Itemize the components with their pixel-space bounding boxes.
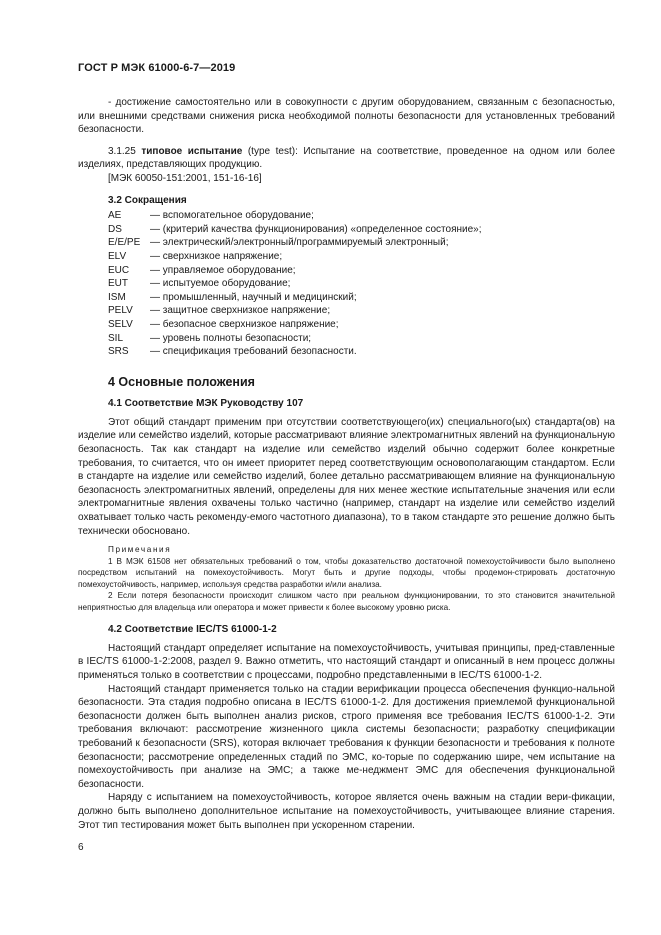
section-4-title: 4 Основные положения: [108, 374, 255, 389]
abbreviation-item: [108, 332, 615, 346]
abbreviation-definition: — защитное сверхнизкое напряжение;: [150, 305, 331, 317]
abbreviation-definition: — управляемое оборудование;: [150, 264, 296, 276]
abbreviation-code: ISM: [108, 291, 126, 303]
abbreviation-item: [108, 236, 615, 250]
abbreviation-code: DS: [108, 223, 122, 235]
section-4-2-paragraph-2: Настоящий стандарт применяется только на стадии верификации процесса обеспечения функцио-нальной безопасности. Эта стадия подробно описана в IEC/TS 61000-1-2. Для достижения приемлемой функциональной безопасности должен быть выполнен анализ рисков, строго применяя все требования IEC/TS 61000-1-2. Эти требования включают: рассмотрение жизненного цикла системы безопасности; разработку спецификации требований к безопасности (SRS), которая включает требования к функции безопасности и требования к полноте безопасности; рассмотрение определенных стадий по ЭМС, ко-торые по содержанию шире, чем испытание на помехоустойчивость при анализе на ЭМС; а также ме-неджмент ЭМС для обеспечения функциональной безопасности.: [78, 683, 615, 790]
abbreviation-definition: — промышленный, научный и медицинский;: [150, 291, 357, 303]
abbreviation-code: SRS: [108, 346, 129, 358]
abbreviation-definition: — безопасное сверхнизкое напряжение;: [150, 318, 339, 330]
definition-3-1-25: [78, 145, 615, 172]
page-number: 6: [78, 842, 84, 853]
section-4-2-paragraph-1: Настоящий стандарт определяет испытание на помехоустойчивость, учитывая принципы, пред-ставленные в IEC/TS 61000-1-2:2008, раздел 9. Важно отметить, что настоящий стандарт и описанный в нем процесс должны применяться только в соответствии с процессами, подробно представленными в IEC/TS 61000-1-2.: [78, 642, 615, 681]
abbreviation-item: [108, 250, 615, 264]
abbreviation-item: [108, 318, 615, 332]
abbreviation-code: EUT: [108, 278, 128, 290]
page-content: [78, 96, 615, 832]
abbreviation-item: [108, 277, 615, 291]
abbreviation-code: AE: [108, 210, 122, 222]
abbreviations-list: [108, 209, 615, 359]
definition-reference: [МЭК 60050-151:2001, 151-16-16]: [108, 172, 262, 184]
definition-number: 3.1.25: [108, 145, 136, 157]
section-4-1-paragraph: Этот общий стандарт применим при отсутствии соответствующего(их) специального(ых) стандарта(ов) на изделие или семейство изделий, которые рассматривают влияние электромагнитных явлений на функциональную безопасность. Так как стандарт на изделие или семейство изделий обычно содержит более конкретные требования, то считается, что он имеет приоритет перед соответствующим основополагающим стандартом. Если в стандарте на изделие или семейство изделий, более детально рассматривающем влияние на функциональную безопасность электромагнитных явлений, определены для них менее жесткие испытательные значения или если электромагнитные явления охвачены только частично (например, стандарт на изделие или семейство изделий охватывает только часть рекоменду-емого частотного диапазона), то в таком стандарте это решение должно быть технически обосновано.: [78, 416, 615, 537]
definition-text: (type test): Испытание на соответствие, проведенное на одном или более изделиях, представляющих продукцию.: [78, 145, 616, 171]
abbreviation-code: SIL: [108, 332, 124, 344]
definition-term: типовое испытание: [141, 145, 243, 157]
abbreviation-definition: — сверхнизкое напряжение;: [150, 250, 283, 262]
abbreviation-definition: — спецификация требований безопасности.: [150, 346, 357, 358]
abbreviation-code: ELV: [108, 250, 127, 262]
note-2: 2 Если потеря безопасности происходит слишком часто при реальном функционировании, то это становится значительной неприятностью для владельца или оператора и может привести к более высокому уровню риска.: [78, 591, 615, 612]
abbreviation-item: [108, 264, 615, 278]
abbreviation-item: [108, 291, 615, 305]
abbreviations-title: 3.2 Сокращения: [108, 194, 187, 206]
abbreviation-definition: — уровень полноты безопасности;: [150, 332, 312, 344]
abbreviation-definition: — электрический/электронный/программируемый электронный;: [150, 237, 449, 249]
abbreviation-code: E/E/PE: [108, 237, 141, 249]
intro-paragraph: - достижение самостоятельно или в совокупности с другим оборудованием, связанным с безопасностью, или внешними средствами снижения риска необходимой полноты безопасности для установленных требований безопасности.: [78, 97, 615, 136]
section-4-1-title: 4.1 Соответствие МЭК Руководству 107: [108, 398, 304, 410]
abbreviation-item: [108, 223, 615, 237]
abbreviation-item: [108, 304, 615, 318]
abbreviation-definition: — вспомогательное оборудование;: [150, 210, 314, 222]
note-1: 1 В МЭК 61508 нет обязательных требований о том, чтобы доказательство достаточной помехоустойчивости было выполнено посредством испытаний на помехоустойчивость. Могут быть и другие подходы, чтобы продемон-стрировать достаточную помехоустойчивость, например, используя средства разработки и/или анализа.: [78, 556, 615, 589]
abbreviation-item: [108, 209, 615, 223]
notes-title: Примечания: [108, 545, 172, 555]
abbreviation-code: PELV: [108, 305, 133, 317]
abbreviation-code: EUC: [108, 264, 130, 276]
section-4-2-paragraph-3: Наряду с испытанием на помехоустойчивость, которое является очень важным на стадии вери-фикации, должно быть выполнено дополнительное испытание на помехоустойчивость, учитывающее влияние старения. Этот тип тестирования может быть выполнен при ускоренном старении.: [78, 792, 615, 831]
document-header-title: ГОСТ Р МЭК 61000-6-7—2019: [78, 62, 236, 74]
abbreviation-definition: — (критерий качества функционирования) «определенное состояние»;: [150, 223, 482, 235]
abbreviation-item: [108, 345, 615, 359]
abbreviation-code: SELV: [108, 318, 133, 330]
section-4-2-title: 4.2 Соответствие IEC/TS 61000-1-2: [108, 624, 277, 636]
abbreviation-definition: — испытуемое оборудование;: [150, 278, 291, 290]
